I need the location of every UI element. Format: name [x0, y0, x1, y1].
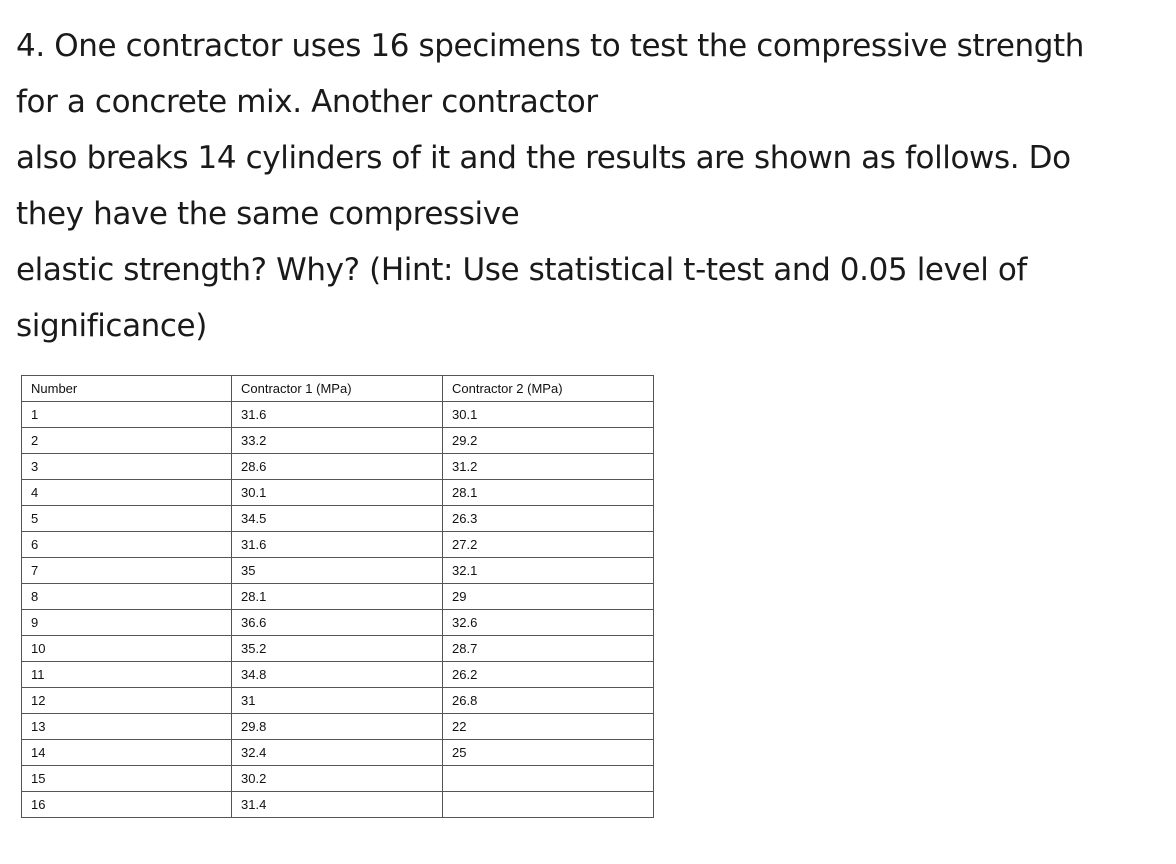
table-row [22, 584, 654, 610]
cell-contractor-1: 36.6 [232, 610, 443, 636]
cell-contractor-1: 35 [232, 558, 443, 584]
cell-contractor-2: 27.2 [443, 532, 654, 558]
cell-contractor-2: 29.2 [443, 428, 654, 454]
cell-number: 15 [22, 766, 232, 792]
cell-contractor-2 [443, 792, 654, 818]
question-line: significance) [16, 308, 207, 344]
question-line: also breaks 14 cylinders of it and the results are shown as follows. Do [16, 140, 1071, 176]
cell-contractor-2: 32.1 [443, 558, 654, 584]
table-row [22, 610, 654, 636]
cell-contractor-2: 26.3 [443, 506, 654, 532]
cell-contractor-1: 31.6 [232, 402, 443, 428]
cell-contractor-1: 30.2 [232, 766, 443, 792]
cell-contractor-2: 26.8 [443, 688, 654, 714]
cell-contractor-1: 30.1 [232, 480, 443, 506]
cell-contractor-1: 33.2 [232, 428, 443, 454]
cell-number: 14 [22, 740, 232, 766]
cell-number: 3 [22, 454, 232, 480]
table-row [22, 480, 654, 506]
cell-contractor-2: 22 [443, 714, 654, 740]
cell-contractor-2: 25 [443, 740, 654, 766]
cell-number: 11 [22, 662, 232, 688]
cell-number: 6 [22, 532, 232, 558]
cell-number: 2 [22, 428, 232, 454]
cell-contractor-1: 31.4 [232, 792, 443, 818]
results-table-container [21, 375, 654, 818]
cell-contractor-1: 29.8 [232, 714, 443, 740]
cell-contractor-1: 35.2 [232, 636, 443, 662]
table-row [22, 688, 654, 714]
cell-number: 4 [22, 480, 232, 506]
cell-contractor-2: 31.2 [443, 454, 654, 480]
header-contractor-2: Contractor 2 (MPa) [443, 376, 654, 402]
table-row [22, 454, 654, 480]
cell-number: 10 [22, 636, 232, 662]
table-row [22, 558, 654, 584]
cell-number: 13 [22, 714, 232, 740]
table-row [22, 792, 654, 818]
cell-contractor-2: 28.1 [443, 480, 654, 506]
question-line: they have the same compressive [16, 196, 520, 232]
table-row [22, 766, 654, 792]
results-table [21, 375, 654, 818]
cell-contractor-1: 31 [232, 688, 443, 714]
table-row [22, 532, 654, 558]
cell-contractor-1: 34.8 [232, 662, 443, 688]
table-row [22, 402, 654, 428]
table-row [22, 506, 654, 532]
table-row [22, 428, 654, 454]
cell-number: 12 [22, 688, 232, 714]
question-line: 4. One contractor uses 16 specimens to test the compressive strength [16, 28, 1085, 64]
table-header-row [22, 376, 654, 402]
table-row [22, 714, 654, 740]
cell-contractor-2: 29 [443, 584, 654, 610]
cell-contractor-1: 34.5 [232, 506, 443, 532]
question-line: elastic strength? Why? (Hint: Use statistical t-test and 0.05 level of [16, 252, 1027, 288]
cell-contractor-1: 31.6 [232, 532, 443, 558]
question-text [16, 18, 1166, 354]
cell-contractor-2: 32.6 [443, 610, 654, 636]
cell-contractor-2: 26.2 [443, 662, 654, 688]
cell-contractor-2: 30.1 [443, 402, 654, 428]
cell-contractor-1: 28.1 [232, 584, 443, 610]
table-row [22, 740, 654, 766]
question-line: for a concrete mix. Another contractor [16, 84, 598, 120]
header-contractor-1: Contractor 1 (MPa) [232, 376, 443, 402]
cell-number: 16 [22, 792, 232, 818]
cell-number: 9 [22, 610, 232, 636]
cell-number: 7 [22, 558, 232, 584]
cell-contractor-2: 28.7 [443, 636, 654, 662]
cell-number: 5 [22, 506, 232, 532]
cell-contractor-1: 32.4 [232, 740, 443, 766]
table-row [22, 662, 654, 688]
header-number: Number [22, 376, 232, 402]
cell-contractor-2 [443, 766, 654, 792]
table-row [22, 636, 654, 662]
cell-number: 8 [22, 584, 232, 610]
cell-contractor-1: 28.6 [232, 454, 443, 480]
cell-number: 1 [22, 402, 232, 428]
